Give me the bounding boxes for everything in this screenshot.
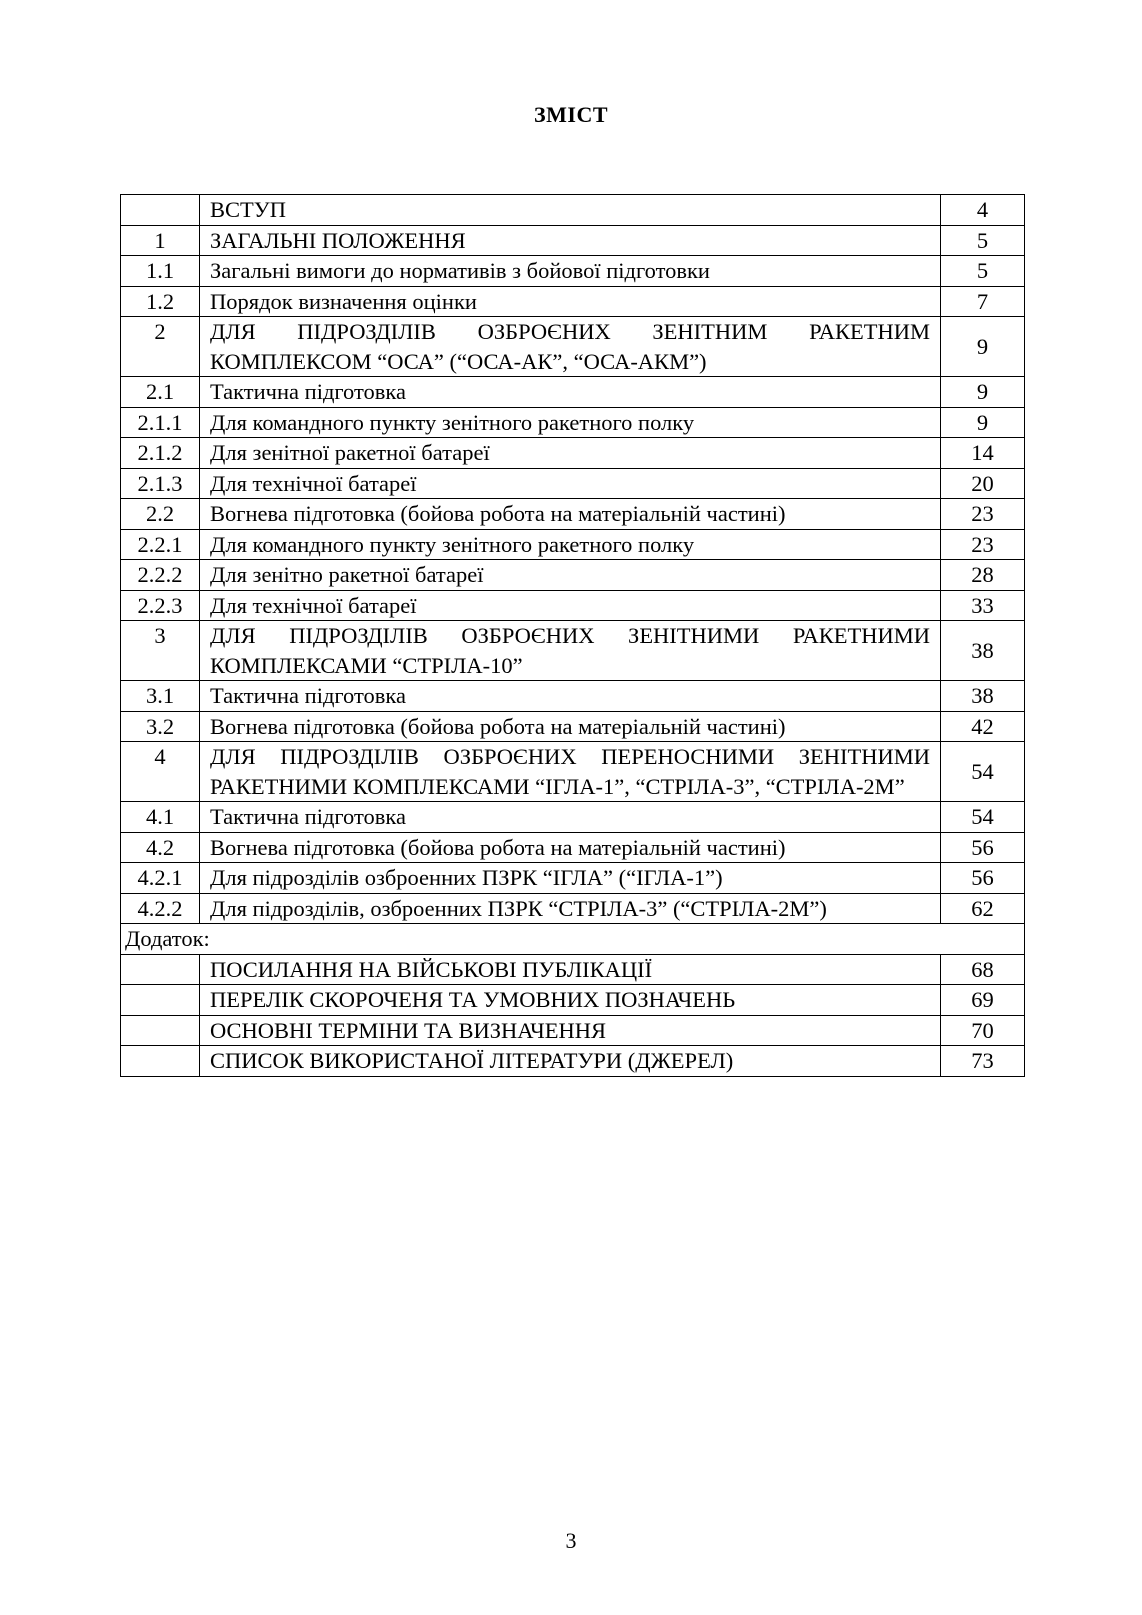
section-number: 2.1.2	[121, 438, 200, 469]
page-ref: 5	[941, 256, 1025, 287]
page-ref: 23	[941, 529, 1025, 560]
toc-row	[121, 590, 1025, 621]
toc-row	[121, 1015, 1025, 1046]
page-ref: 14	[941, 438, 1025, 469]
page-ref: 38	[941, 681, 1025, 712]
toc-row	[121, 377, 1025, 408]
page-ref: 68	[941, 954, 1025, 985]
toc-row	[121, 407, 1025, 438]
section-title: Тактична підготовка	[200, 377, 941, 408]
toc-row	[121, 742, 1025, 802]
table-of-contents	[120, 194, 1025, 1077]
section-number: 2.1.1	[121, 407, 200, 438]
section-number: 4	[121, 742, 200, 802]
section-title: Загальні вимоги до нормативів з бойової підготовки	[200, 256, 941, 287]
section-title: ЗАГАЛЬНІ ПОЛОЖЕННЯ	[200, 225, 941, 256]
toc-body	[121, 195, 1025, 1077]
section-number: 4.2	[121, 832, 200, 863]
section-title: Для зенітно ракетної батареї	[200, 560, 941, 591]
section-title: Тактична підготовка	[200, 681, 941, 712]
page-ref: 69	[941, 985, 1025, 1016]
toc-row	[121, 286, 1025, 317]
section-title: ДЛЯ ПІДРОЗДІЛІВ ОЗБРОЄНИХ ЗЕНІТНИМИ РАКЕТНИМИ КОМПЛЕКСАМИ “СТРІЛА-10”	[200, 621, 941, 681]
section-number: 4.2.2	[121, 893, 200, 924]
toc-row	[121, 863, 1025, 894]
toc-row	[121, 468, 1025, 499]
section-number: 4.2.1	[121, 863, 200, 894]
toc-row	[121, 802, 1025, 833]
page-ref: 56	[941, 832, 1025, 863]
section-title: Для підрозділів озброенних ПЗРК “ІГЛА” (“ІГЛА-1”)	[200, 863, 941, 894]
toc-row	[121, 681, 1025, 712]
page-ref: 9	[941, 317, 1025, 377]
section-title: Для технічної батареї	[200, 468, 941, 499]
section-title: ДЛЯ ПІДРОЗДІЛІВ ОЗБРОЄНИХ ПЕРЕНОСНИМИ ЗЕНІТНИМИ РАКЕТНИМИ КОМПЛЕКСАМИ “ІГЛА-1”, “СТРІЛА-3”, “СТРІЛА-2М”	[200, 742, 941, 802]
section-title: ПЕРЕЛІК СКОРОЧЕНЯ ТА УМОВНИХ ПОЗНАЧЕНЬ	[200, 985, 941, 1016]
section-title: ОСНОВНІ ТЕРМІНИ ТА ВИЗНАЧЕННЯ	[200, 1015, 941, 1046]
page-ref: 54	[941, 742, 1025, 802]
section-title: Порядок визначення оцінки	[200, 286, 941, 317]
section-number: 3	[121, 621, 200, 681]
section-title: ДЛЯ ПІДРОЗДІЛІВ ОЗБРОЄНИХ ЗЕНІТНИМ РАКЕТНИМ КОМПЛЕКСОМ “ОСА” (“ОСА-АК”, “ОСА-АКМ”)	[200, 317, 941, 377]
section-number: 4.1	[121, 802, 200, 833]
section-number: 3.2	[121, 711, 200, 742]
toc-row	[121, 256, 1025, 287]
section-title: Для командного пункту зенітного ракетного полку	[200, 529, 941, 560]
page-ref: 28	[941, 560, 1025, 591]
page-ref: 54	[941, 802, 1025, 833]
section-number: 2.2.1	[121, 529, 200, 560]
page-ref: 33	[941, 590, 1025, 621]
toc-row	[121, 621, 1025, 681]
section-title: Вогнева підготовка (бойова робота на матеріальній частині)	[200, 832, 941, 863]
page-title: ЗМІСТ	[534, 102, 608, 127]
page-ref: 62	[941, 893, 1025, 924]
section-title: Вогнева підготовка (бойова робота на матеріальній частині)	[200, 499, 941, 530]
section-number: 1.1	[121, 256, 200, 287]
toc-row	[121, 832, 1025, 863]
toc-row	[121, 225, 1025, 256]
page-ref: 20	[941, 468, 1025, 499]
section-title: Для командного пункту зенітного ракетного полку	[200, 407, 941, 438]
toc-row	[121, 954, 1025, 985]
page-ref: 9	[941, 407, 1025, 438]
page-ref: 56	[941, 863, 1025, 894]
toc-row	[121, 985, 1025, 1016]
toc-row	[121, 438, 1025, 469]
section-number	[121, 1046, 200, 1077]
page-ref: 70	[941, 1015, 1025, 1046]
section-number: 3.1	[121, 681, 200, 712]
section-number: 2.1	[121, 377, 200, 408]
toc-row	[121, 195, 1025, 226]
section-number: 2	[121, 317, 200, 377]
section-number	[121, 985, 200, 1016]
section-title: ВСТУП	[200, 195, 941, 226]
page-number: 3	[565, 1528, 577, 1553]
section-number	[121, 195, 200, 226]
section-number: 1	[121, 225, 200, 256]
page-ref: 7	[941, 286, 1025, 317]
toc-row	[121, 317, 1025, 377]
toc-row	[121, 1046, 1025, 1077]
page-ref: 4	[941, 195, 1025, 226]
toc-row	[121, 711, 1025, 742]
section-title: Вогнева підготовка (бойова робота на матеріальній частині)	[200, 711, 941, 742]
page-ref: 73	[941, 1046, 1025, 1077]
section-number: 2.1.3	[121, 468, 200, 499]
section-title: Для технічної батареї	[200, 590, 941, 621]
toc-row	[121, 499, 1025, 530]
section-number	[121, 1015, 200, 1046]
section-number: 2.2.3	[121, 590, 200, 621]
appendix-label: Додаток:	[121, 924, 1025, 955]
appendix-header-row	[121, 924, 1025, 955]
section-number	[121, 954, 200, 985]
section-number: 1.2	[121, 286, 200, 317]
page-ref: 38	[941, 621, 1025, 681]
section-title: Для зенітної ракетної батареї	[200, 438, 941, 469]
toc-row	[121, 560, 1025, 591]
section-title: Тактична підготовка	[200, 802, 941, 833]
section-number: 2.2.2	[121, 560, 200, 591]
section-title: СПИСОК ВИКОРИСТАНОЇ ЛІТЕРАТУРИ (ДЖЕРЕЛ)	[200, 1046, 941, 1077]
page-ref: 9	[941, 377, 1025, 408]
section-title: Для підрозділів, озброенних ПЗРК “СТРІЛА-3” (“СТРІЛА-2М”)	[200, 893, 941, 924]
toc-row	[121, 893, 1025, 924]
toc-row	[121, 529, 1025, 560]
section-title: ПОСИЛАННЯ НА ВІЙСЬКОВІ ПУБЛІКАЦІЇ	[200, 954, 941, 985]
section-number: 2.2	[121, 499, 200, 530]
page-ref: 23	[941, 499, 1025, 530]
page-ref: 42	[941, 711, 1025, 742]
page-ref: 5	[941, 225, 1025, 256]
